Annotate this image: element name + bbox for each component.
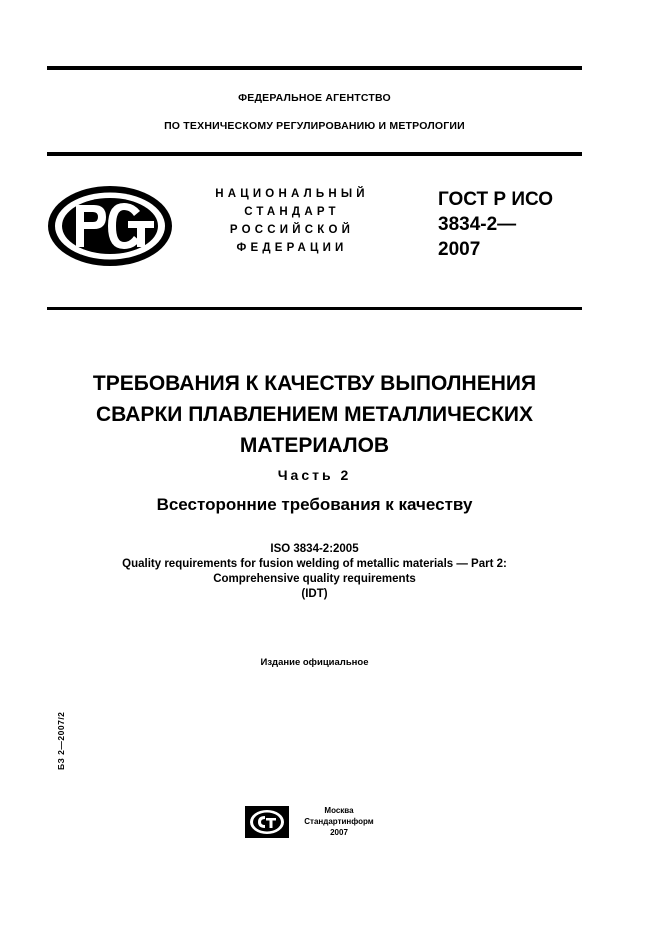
part-subtitle: Всесторонние требования к качеству [156,495,473,514]
standard-designation-line-3: 2007 [438,239,481,260]
publisher-year: 2007 [330,828,348,837]
title-line-1: ТРЕБОВАНИЯ К КАЧЕСТВУ ВЫПОЛНЕНИЯ [92,372,537,395]
rst-certification-logo [44,181,176,271]
agency-line-2: ПО ТЕХНИЧЕСКОМУ РЕГУЛИРОВАНИЮ И МЕТРОЛОГИИ [164,120,465,132]
agency-line-1: ФЕДЕРАЛЬНОЕ АГЕНТСТВО [238,92,391,104]
iso-reference-line-3: Comprehensive quality requirements [213,573,416,585]
publisher-name: Стандартинформ [304,817,374,826]
part-label: Часть 2 [277,467,352,483]
title-line-3: МАТЕРИАЛОВ [239,434,390,457]
standard-designation-line-1: ГОСТ Р ИСО [438,189,554,210]
publisher-block [294,805,384,838]
national-standard-line-1: НАЦИОНАЛЬНЫЙ [215,188,369,200]
iso-reference-line-2: Quality requirements for fusion welding of metallic materials — Part 2: [122,558,507,570]
side-code: БЗ 2—2007/2 [56,711,66,770]
edition-label: Издание официальное [260,657,369,668]
header-bottom-rule [47,152,582,156]
standard-block-bottom-rule [47,307,582,310]
publisher-city: Москва [324,806,354,815]
top-rule [47,66,582,70]
national-standard-line-2: СТАНДАРТ [244,206,340,218]
national-standard-line-4: ФЕДЕРАЦИИ [236,242,348,254]
iso-reference-line-1: ISO 3834-2:2005 [270,543,359,555]
standard-designation-line-2: 3834-2— [438,214,517,235]
national-standard-line-3: РОССИЙСКОЙ [229,224,355,236]
standartinform-logo [245,806,289,838]
title-line-2: СВАРКИ ПЛАВЛЕНИЕМ МЕТАЛЛИЧЕСКИХ [95,403,533,426]
iso-reference-line-4: (IDT) [301,588,328,600]
